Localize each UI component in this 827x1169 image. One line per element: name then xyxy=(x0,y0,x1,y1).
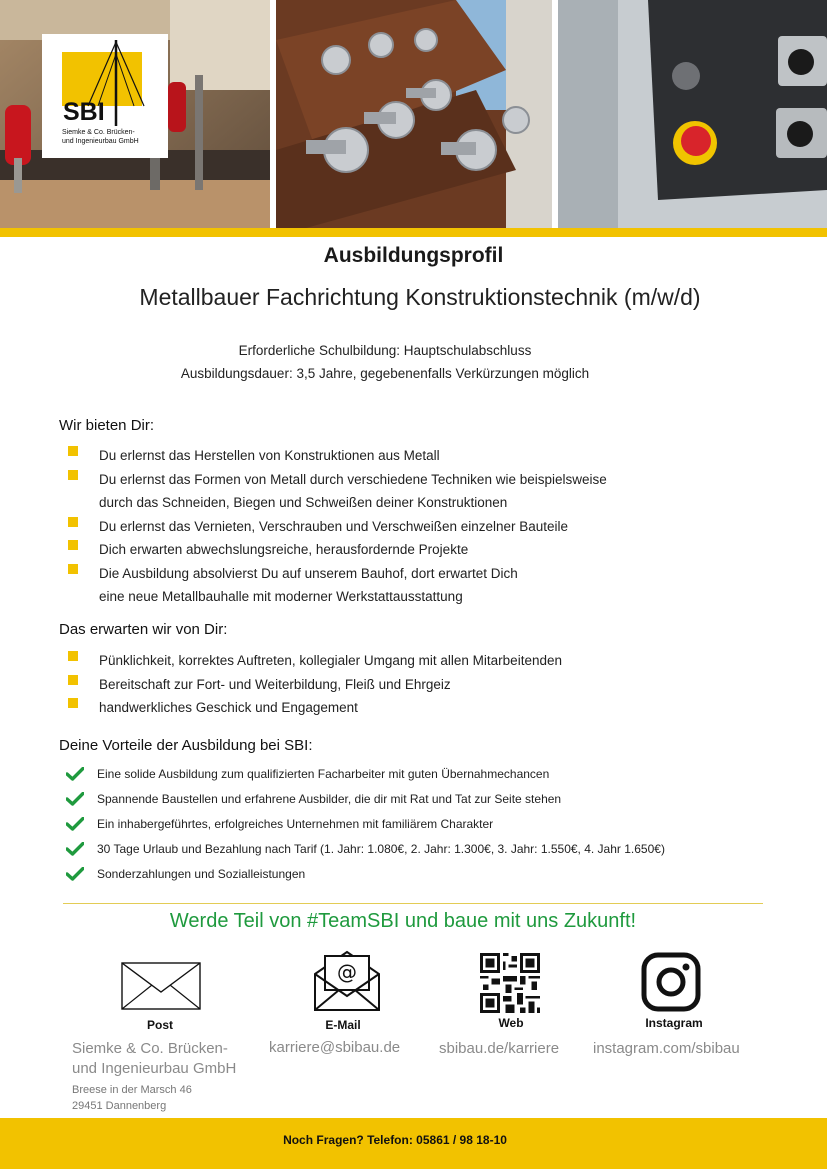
list-item: 30 Tage Urlaub und Bezahlung nach Tarif (1. Jahr: 1.080€, 2. Jahr: 1.300€, 3. Jahr: 1.550€, 4. Jahr 1.650€) xyxy=(66,837,665,862)
list-item: Du erlernst das Formen von Metall durch verschiedene Techniken wie beispielsweise durch das Schneiden, Biegen und Schweißen deiner Konstruktionen xyxy=(68,468,607,515)
web-link[interactable]: sbibau.de/karriere xyxy=(439,1040,560,1057)
list-item: Eine solide Ausbildung zum qualifizierten Facharbeiter mit guten Übernahmechancen xyxy=(66,762,665,787)
company-name-line-1: Siemke & Co. Brücken- xyxy=(72,1040,228,1057)
benefits-list xyxy=(66,762,665,887)
company-name-line-2: und Ingenieurbau GmbH xyxy=(72,1060,237,1077)
list-item: Dich erwarten abwechslungsreiche, herausfordernde Projekte xyxy=(68,538,607,562)
requirement-school: Erforderliche Schulbildung: Hauptschulabschluss xyxy=(238,343,532,358)
checkmark-icon xyxy=(66,817,84,831)
checkmark-icon xyxy=(66,842,84,856)
list-item: Spannende Baustellen und erfahrene Ausbilder, die dir mit Rat und Tat zur Seite stehen xyxy=(66,787,665,812)
list-item: Sonderzahlungen und Sozialleistungen xyxy=(66,862,665,887)
slogan-separator xyxy=(63,903,763,904)
footer-bar xyxy=(0,1118,827,1169)
list-item: handwerkliches Geschick und Engagement xyxy=(68,696,562,720)
checkmark-icon xyxy=(66,767,84,781)
list-item: Pünklichkeit, korrektes Auftreten, kollegialer Umgang mit allen Mitarbeitenden xyxy=(68,649,562,673)
requirement-duration: Ausbildungsdauer: 3,5 Jahre, gegebenenfalls Verkürzungen möglich xyxy=(180,366,590,381)
bullet-square-icon xyxy=(68,698,78,708)
email-icon xyxy=(313,950,381,1012)
list-item: Du erlernst das Vernieten, Verschrauben und Verschweißen einzelner Bauteile xyxy=(68,515,607,539)
bullet-square-icon xyxy=(68,446,78,456)
offer-heading: Wir bieten Dir: xyxy=(59,417,155,434)
benefits-heading: Deine Vorteile der Ausbildung bei SBI: xyxy=(59,737,313,754)
address-city: 29451 Dannenberg xyxy=(72,1100,167,1112)
qr-code-icon[interactable] xyxy=(480,953,540,1013)
bolts-photo xyxy=(276,0,552,228)
post-label: Post xyxy=(146,1018,173,1032)
slogan: Werde Teil von #TeamSBI und baue mit uns Zukunft! xyxy=(169,910,637,932)
instagram-label: Instagram xyxy=(645,1016,703,1030)
profile-title: Ausbildungsprofil xyxy=(323,244,504,267)
envelope-icon xyxy=(121,962,201,1010)
expect-list xyxy=(68,649,562,720)
list-item: Ein inhabergeführtes, erfolgreiches Unternehmen mit familiärem Charakter xyxy=(66,812,665,837)
control-panel-photo xyxy=(558,0,827,228)
list-item: Die Ausbildung absolvierst Du auf unserem Bauhof, dort erwartet Dich eine neue Metallbauhalle mit moderner Werkstattausstattung xyxy=(68,562,607,609)
list-item: Bereitschaft zur Fort- und Weiterbildung, Fleiß und Ehrgeiz xyxy=(68,673,562,697)
expect-heading: Das erwarten wir von Dir: xyxy=(59,621,228,638)
offer-list xyxy=(68,444,607,609)
instagram-icon[interactable] xyxy=(641,952,701,1012)
footer-phone-text: Noch Fragen? Telefon: 05861 / 98 18-10 xyxy=(283,1133,507,1147)
header-divider xyxy=(0,228,827,237)
logo-brand-text: SBI xyxy=(63,98,105,126)
email-link[interactable]: karriere@sbibau.de xyxy=(269,1039,401,1056)
checkmark-icon xyxy=(66,867,84,881)
bullet-square-icon xyxy=(68,675,78,685)
checkmark-icon xyxy=(66,792,84,806)
job-title: Metallbauer Fachrichtung Konstruktionstechnik (m/w/d) xyxy=(139,284,701,310)
instagram-link[interactable]: instagram.com/sbibau xyxy=(593,1040,740,1057)
address-street: Breese in der Marsch 46 xyxy=(72,1084,192,1096)
at-sign-glyph: @ xyxy=(337,960,357,984)
bullet-square-icon xyxy=(68,540,78,550)
bullet-square-icon xyxy=(68,517,78,527)
logo-caption: Siemke & Co. Brücken- und Ingenieurbau GmbH xyxy=(62,129,139,145)
web-label: Web xyxy=(498,1016,524,1030)
bullet-square-icon xyxy=(68,470,78,480)
email-label: E-Mail xyxy=(325,1018,361,1032)
list-item: Du erlernst das Herstellen von Konstruktionen aus Metall xyxy=(68,444,607,468)
sbi-logo xyxy=(42,34,168,158)
bullet-square-icon xyxy=(68,651,78,661)
bullet-square-icon xyxy=(68,564,78,574)
